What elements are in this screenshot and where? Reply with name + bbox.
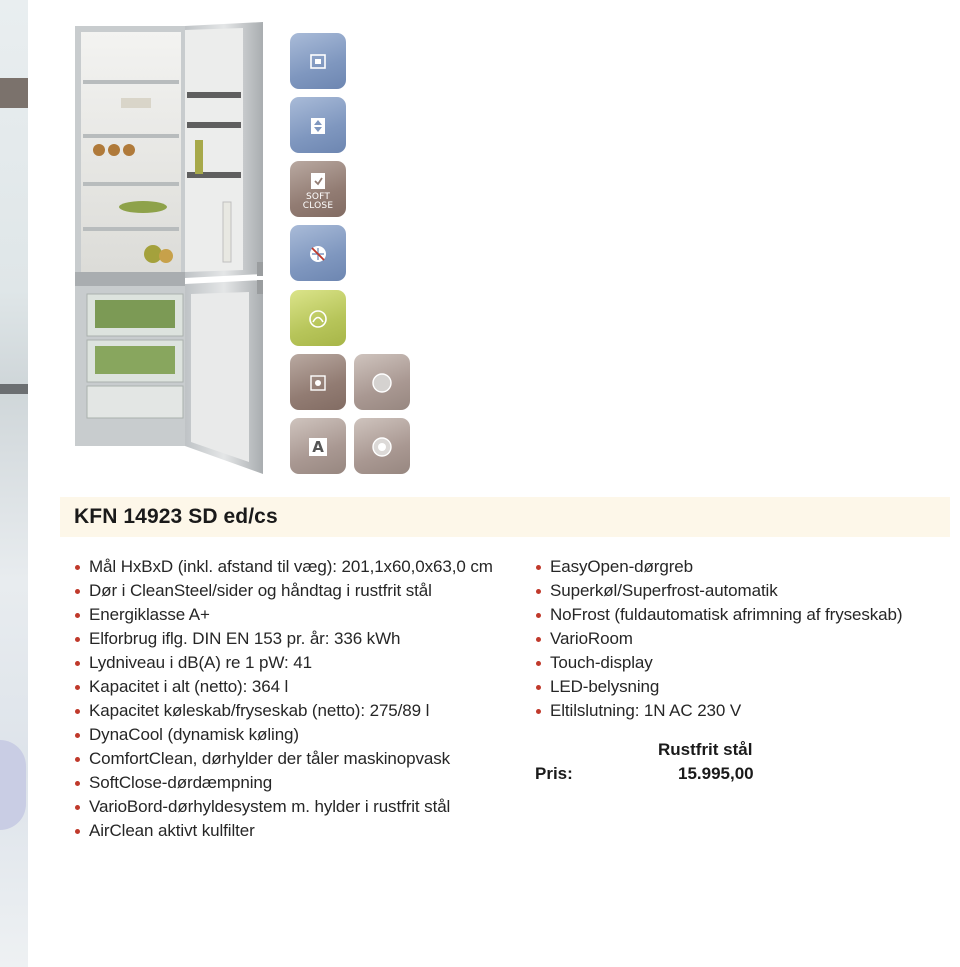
spec-list-left — [74, 555, 514, 843]
list-item: Energiklasse A+ — [74, 603, 514, 627]
list-item: DynaCool (dynamisk køling) — [74, 723, 514, 747]
sensor-icon — [354, 354, 410, 410]
photo-divider — [0, 384, 28, 394]
list-item: Kapacitet køleskab/fryseskab (netto): 275/89 l — [74, 699, 514, 723]
energy-class-a-icon — [290, 418, 346, 474]
list-item: AirClean aktivt kulfilter — [74, 819, 514, 843]
badge-label: SOFT CLOSE — [302, 191, 334, 211]
list-item: Kapacitet i alt (netto): 364 l — [74, 675, 514, 699]
product-title: KFN 14923 SD ed/cs — [74, 505, 278, 528]
price-label: Pris: — [535, 764, 573, 783]
energy-class-letter: A — [309, 438, 327, 456]
list-item: Touch-display — [535, 651, 950, 675]
price-variant: Rustfrit stål — [658, 740, 753, 759]
list-item: Eltilslutning: 1N AC 230 V — [535, 699, 950, 723]
list-item: ComfortClean, dørhylder der tåler maskinopvask — [74, 747, 514, 771]
list-item: Mål HxBxD (inkl. afstand til væg): 201,1x60,0x63,0 cm — [74, 555, 514, 579]
list-item: EasyOpen-dørgreb — [535, 555, 950, 579]
list-item: NoFrost (fuldautomatisk afrimning af fryseskab) — [535, 603, 950, 627]
list-item: Lydniveau i dB(A) re 1 pW: 41 — [74, 651, 514, 675]
background-photo-edge — [0, 0, 28, 967]
photo-object — [0, 740, 26, 830]
display-icon — [290, 33, 346, 89]
no-frost-icon — [290, 225, 346, 281]
list-item: VarioRoom — [535, 627, 950, 651]
list-item: SoftClose-dørdæmpning — [74, 771, 514, 795]
price-value: 15.995,00 — [678, 764, 754, 783]
list-item: Dør i CleanSteel/sider og håndtag i rustfrit stål — [74, 579, 514, 603]
active-airclean-icon — [290, 354, 346, 410]
list-item: VarioBord-dørhyldesystem m. hylder i rustfrit stål — [74, 795, 514, 819]
soft-close-icon — [290, 161, 346, 217]
list-item: Elforbrug iflg. DIN EN 153 pr. år: 336 kWh — [74, 627, 514, 651]
energy-icon — [290, 290, 346, 346]
vario-room-icon — [290, 97, 346, 153]
list-item: LED-belysning — [535, 675, 950, 699]
comfort-clean-icon — [354, 418, 410, 474]
fridge-product-image — [73, 22, 263, 474]
spec-list-right — [535, 555, 950, 723]
photo-shelf — [0, 78, 28, 108]
list-item: Superkøl/Superfrost-automatik — [535, 579, 950, 603]
